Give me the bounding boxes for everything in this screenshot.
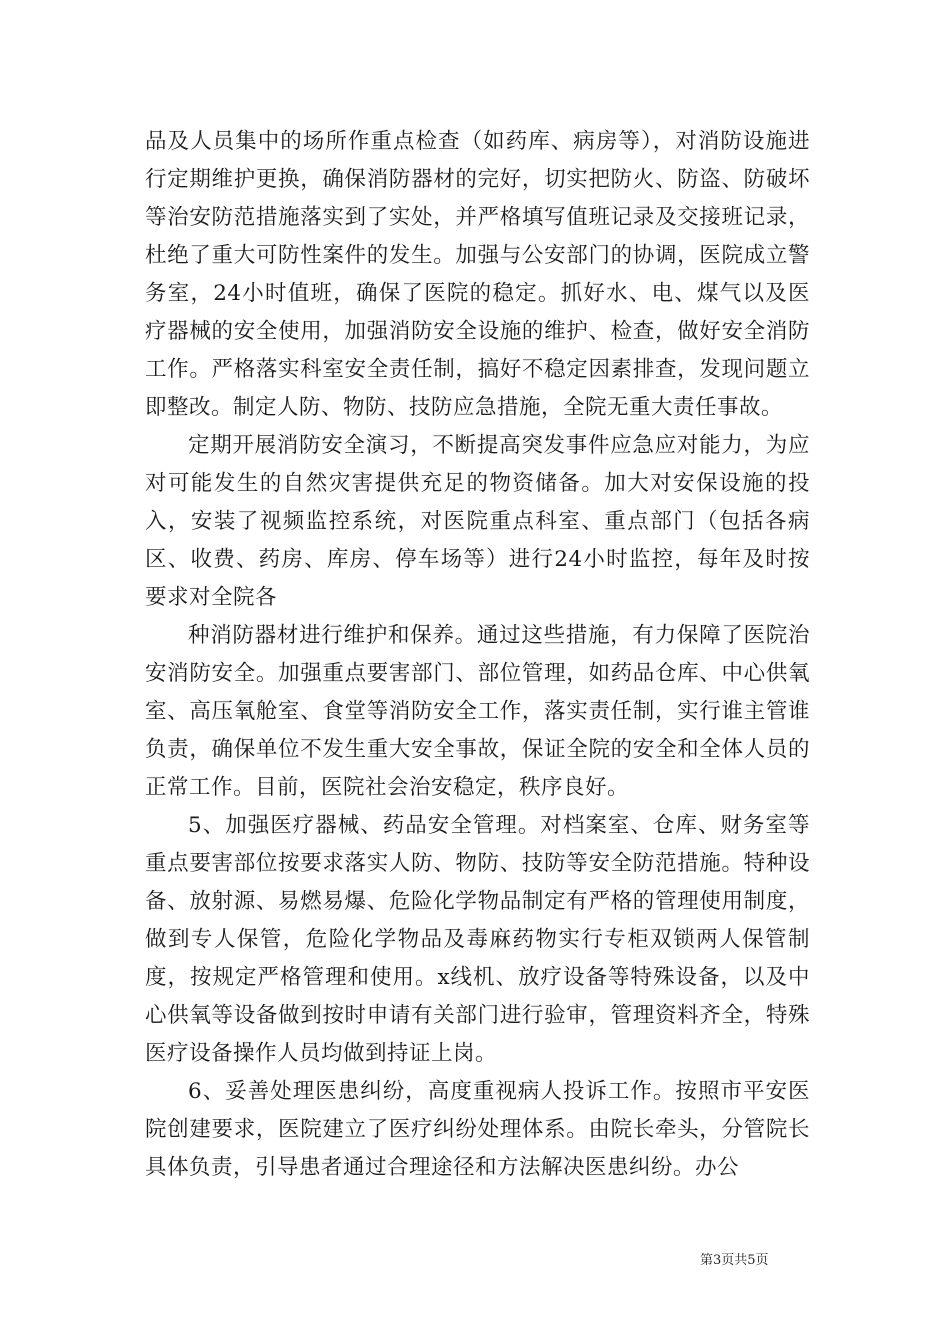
paragraph-2: 定期开展消防安全演习，不断提高突发事件应急应对能力，为应对可能发生的自然灾害提供充足的物资储备。加大对安保设施的投入，安装了视频监控系统，对医院重点科室、重点部门（包括各病区、收费、药房、库房、停车场等）进行24小时监控，每年及时按要求对全院各 [145, 433, 810, 610]
paragraph-4: 5、加强医疗器械、药品安全管理。对档案室、仓库、财务室等重点要害部位按要求落实人防、物防、技防等安全防范措施。特种设备、放射源、易燃易爆、危险化学物品制定有严格的管理使用制度，做到专人保管，危险化学物品及毒麻药物实行专柜双锁两人保管制度，按规定严格管理和使用。x线机、放疗设备等特殊设备，以及中心供氧等设备做到按时申请有关部门进行验审，管理资料齐全，特殊医疗设备操作人员均做到持证上岗。 [145, 813, 810, 1066]
paragraph-1: 品及人员集中的场所作重点检查（如药库、病房等），对消防设施进行定期维护更换，确保消防器材的完好，切实把防火、防盗、防破坏等治安防范措施落实到了实处，并严格填写值班记录及交接班记录，杜绝了重大可防性案件的发生。加强与公安部门的协调，医院成立警务室，24小时值班，确保了医院的稳定。抓好水、电、煤气以及医疗器械的安全使用，加强消防安全设施的维护、检查，做好安全消防工作。严格落实科室安全责任制，搞好不稳定因素排查，发现问题立即整改。制定人防、物防、技防应急措施，全院无重大责任事故。 [145, 129, 810, 420]
body-text [145, 123, 810, 1187]
paragraph-5: 6、妥善处理医患纠纷，高度重视病人投诉工作。按照市平安医院创建要求，医院建立了医疗纠纷处理体系。由院长牵头，分管院长具体负责，引导患者通过合理途径和方法解决医患纠纷。办公 [145, 1079, 810, 1180]
paragraph-3: 种消防器材进行维护和保养。通过这些措施，有力保障了医院治安消防安全。加强重点要害部门、部位管理，如药品仓库、中心供氧室、高压氧舱室、食堂等消防安全工作，落实责任制，实行谁主管谁负责，确保单位不发生重大安全事故，保证全院的安全和全体人员的正常工作。目前，医院社会治安稳定，秩序良好。 [145, 623, 810, 800]
page-number: 第3页共5页 [700, 1253, 769, 1268]
